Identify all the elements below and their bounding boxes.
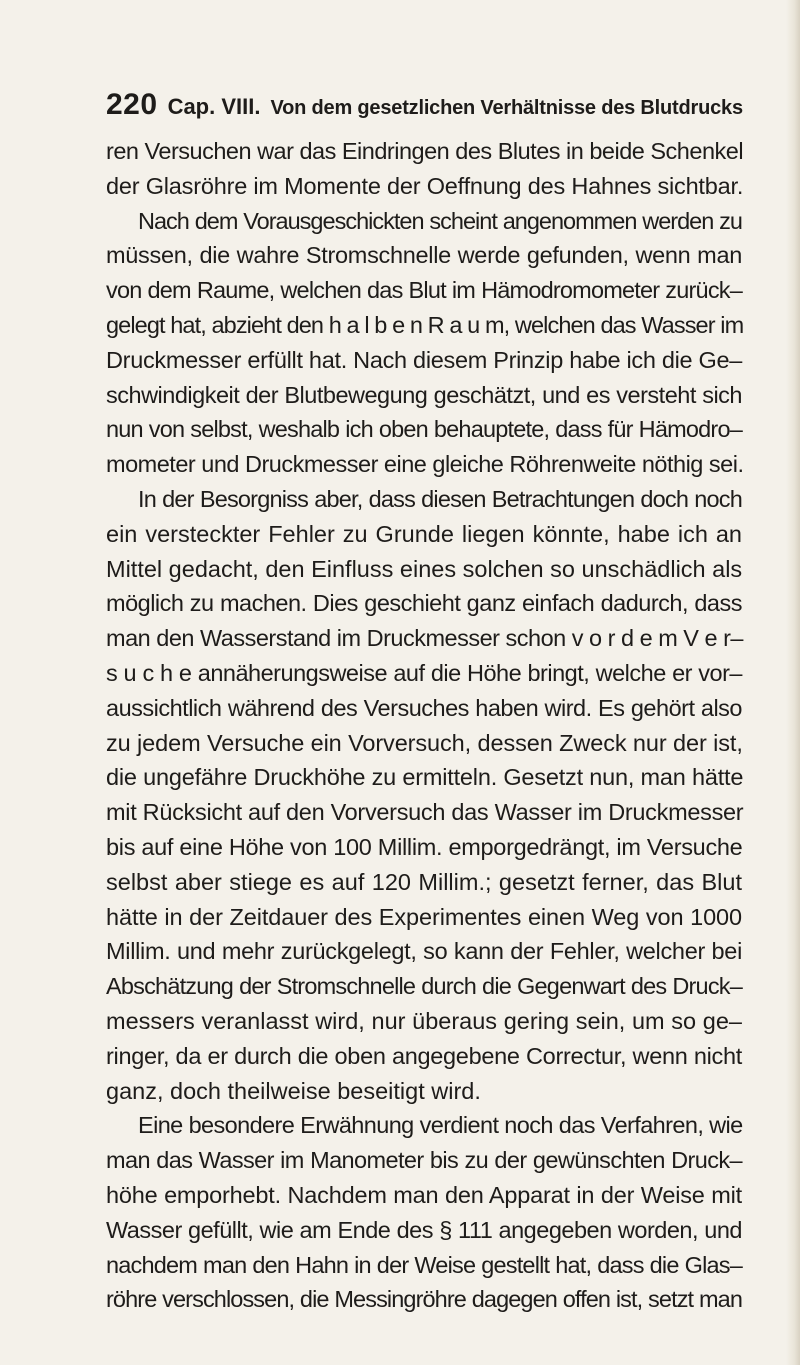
text-line: In der Besorgniss aber, dass diesen Betrachtungen doch noch bbox=[138, 485, 742, 512]
text-line: man den Wasserstand im Druckmesser schon v o r d e m V e r– bbox=[106, 625, 744, 652]
text-line: aussichtlich während des Versuches haben wird. Es gehört also bbox=[106, 694, 742, 721]
text-line: müssen, die wahre Stromschnelle werde gefunden, wenn man bbox=[106, 242, 742, 269]
text-line: s u c h e annäherungsweise auf die Höhe bringt, welche er vor– bbox=[106, 659, 742, 686]
text-line: höhe emporhebt. Nachdem man den Apparat in der Weise mit bbox=[106, 1181, 742, 1208]
running-title: Von dem gesetzlichen Verhältnisse des Blutdrucks bbox=[270, 97, 743, 119]
text-line: Mittel gedacht, den Einfluss eines solchen so unschädlich als bbox=[106, 555, 743, 582]
text-line: ringer, da er durch die oben angegebene Correctur, wenn nicht bbox=[106, 1042, 742, 1069]
text-line: der Glasröhre im Momente der Oeffnung des Hahnes sichtbar. bbox=[106, 172, 744, 199]
text-line: hätte in der Zeitdauer des Experimentes einen Weg von 1000 bbox=[106, 903, 742, 930]
body-text bbox=[106, 134, 742, 1317]
text-line: mometer und Druckmesser eine gleiche Röhrenweite nöthig sei. bbox=[106, 451, 744, 478]
page-number: 220 bbox=[106, 88, 158, 121]
text-line: Millim. und mehr zurückgelegt, so kann der Fehler, welcher bei bbox=[106, 938, 742, 965]
text-line: röhre verschlossen, die Messingröhre dagegen offen ist, setzt man bbox=[106, 1286, 742, 1313]
text-line: Nach dem Vorausgeschickten scheint angenommen werden zu bbox=[138, 207, 742, 234]
text-line: mit Rücksicht auf den Vorversuch das Wasser im Druckmesser bbox=[106, 799, 744, 826]
text-line: man das Wasser im Manometer bis zu der gewünschten Druck– bbox=[106, 1147, 742, 1174]
text-line: die ungefähre Druckhöhe zu ermitteln. Gesetzt nun, man hätte bbox=[106, 764, 744, 791]
text-line: zu jedem Versuche ein Vorversuch, dessen Zweck nur der ist, bbox=[106, 729, 743, 756]
running-head bbox=[106, 88, 742, 124]
text-line: messers veranlasst wird, nur überaus gering sein, um so ge– bbox=[106, 1007, 742, 1034]
text-line: Abschätzung der Stromschnelle durch die Gegenwart des Druck– bbox=[106, 973, 742, 1000]
text-line: selbst aber stiege es auf 120 Millim.; gesetzt ferner, das Blut bbox=[106, 868, 742, 895]
text-line: ein versteckter Fehler zu Grunde liegen könnte, habe ich an bbox=[106, 520, 742, 547]
chapter-label: Cap. VIII. bbox=[167, 94, 261, 119]
text-line: nun von selbst, weshalb ich oben behauptete, dass für Hämodro– bbox=[106, 416, 742, 443]
text-line: Wasser gefüllt, wie am Ende des § 111 angegeben worden, und bbox=[106, 1216, 742, 1243]
text-line: Druckmesser erfüllt hat. Nach diesem Prinzip habe ich die Ge– bbox=[106, 346, 743, 373]
text-line: von dem Raume, welchen das Blut im Hämodromometer zurück– bbox=[106, 277, 742, 304]
text-line: ganz, doch theilweise beseitigt wird. bbox=[106, 1077, 481, 1104]
text-line: Eine besondere Erwähnung verdient noch das Verfahren, wie bbox=[138, 1112, 743, 1139]
text-line: möglich zu machen. Dies geschieht ganz einfach dadurch, dass bbox=[106, 590, 742, 617]
text-line: ren Versuchen war das Eindringen des Blutes in beide Schenkel bbox=[106, 138, 744, 164]
page-edge-shadow bbox=[786, 0, 800, 1365]
text-line: nachdem man den Hahn in der Weise gestellt hat, dass die Glas– bbox=[106, 1251, 742, 1278]
text-line: bis auf eine Höhe von 100 Millim. emporgedrängt, im Versuche bbox=[106, 833, 743, 860]
text-line: schwindigkeit der Blutbewegung geschätzt, und es versteht sich bbox=[106, 381, 742, 408]
text-line: gelegt hat, abzieht den h a l b e n R a u m, welchen das Wasser im bbox=[106, 311, 744, 338]
book-page bbox=[106, 88, 742, 1317]
